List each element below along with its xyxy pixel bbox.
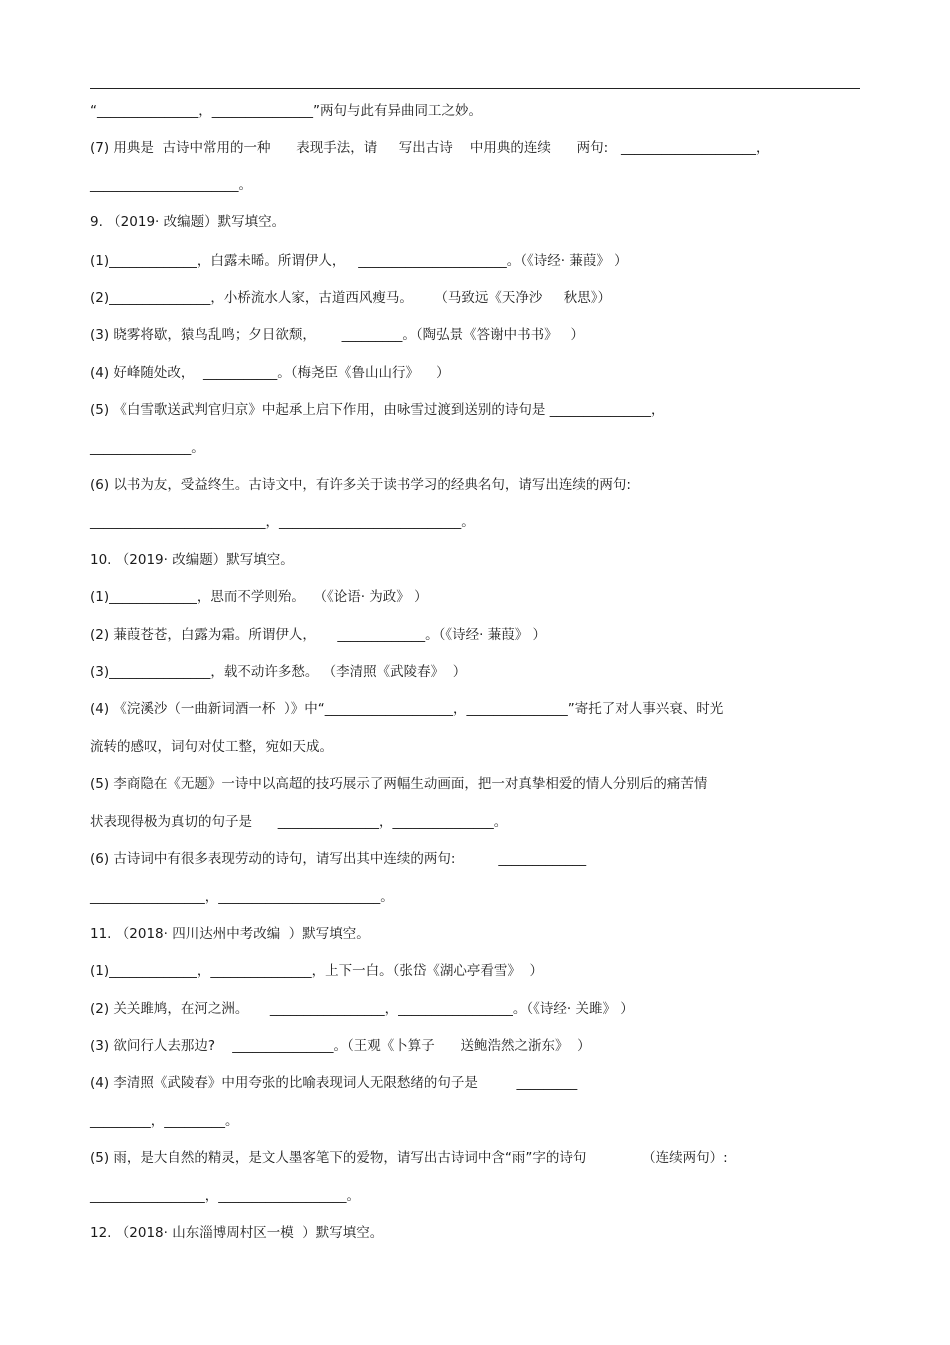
text-line: (4) 好峰随处改， ___________。（梅尧臣《鲁山山行》 ） [90,365,450,381]
text-line: (5) 李商隐在《无题》一诗中以高超的技巧展示了两幅生动画面，把一对真挚相爱的情人分别后的痛苦情 [90,776,708,792]
text-line: (3) 晓雾将歇，猿鸟乱鸣；夕日欲颓， _________。（陶弘景《答谢中书书》 ） [90,327,585,343]
text-line: _________________，___________________。 [90,1188,360,1204]
top-rule [90,88,860,89]
text-line: ______________________。 [90,177,252,193]
text-line: (3)_______________，载不动许多愁。 （李清照《武陵春》 ） [90,664,467,680]
text-line: (4) 李清照《武陵春》中用夸张的比喻表现词人无限愁绪的句子是 _________ [90,1075,578,1091]
question-heading: 12. （2018· 山东淄博周村区一模 ）默写填空。 [90,1225,384,1241]
text-line: (1)_____________，_______________，上下一白。（张岱《湖心亭看雪》 ） [90,963,543,979]
text-line: (5) 雨，是大自然的精灵，是文人墨客笔下的爱物，请写出古诗词中含“雨”字的诗句 （连续两句）: [90,1150,728,1166]
text-line: 状表现得极为真切的句子是 _______________，_______________。 [90,814,508,830]
text-line: (4) 《浣溪沙（一曲新词酒一杯 ）》中“___________________，_______________”寄托了对人事兴衰、时光 [90,701,724,717]
text-line: (3) 欲问行人去那边? _______________。（王观《卜算子 送鲍浩然之浙东》 ） [90,1038,591,1054]
text-line: “_______________，_______________”两句与此有异曲同工之妙。 [90,103,482,119]
text-line: _______________。 [90,440,205,456]
text-line: _________________，________________________。 [90,889,394,905]
text-line: (2)_______________，小桥流水人家，古道西风瘦马。 （马致远《天净沙 秋思》） [90,290,612,306]
text-line: _________，_________。 [90,1113,239,1129]
text-line: (2) 蒹葭苍苍，白露为霜。所谓伊人， _____________。（《诗经· 蒹葭》 ） [90,627,546,643]
question-heading: 10. （2019· 改编题）默写填空。 [90,552,294,568]
text-line: (6) 以书为友，受益终生。古诗文中，有许多关于读书学习的经典名句，请写出连续的两句: [90,477,631,493]
question-heading: 11. （2018· 四川达州中考改编 ）默写填空。 [90,926,370,942]
text-line: (5) 《白雪歌送武判官归京》中起承上启下作用，由咏雪过渡到送别的诗句是 _______________， [90,402,665,418]
text-line: (7) 用典是 古诗中常用的一种 表现手法，请 写出古诗 中用典的连续 两句: ____________________， [90,140,770,156]
text-line: (1)_____________，思而不学则殆。 （《论语· 为政》 ） [90,589,428,605]
text-line: __________________________，___________________________。 [90,514,475,530]
text-line: 流转的感叹，词句对仗工整，宛如天成。 [90,739,333,755]
question-heading: 9. （2019· 改编题）默写填空。 [90,214,286,230]
text-line: (1)_____________，白露未晞。所谓伊人， ______________________。（《诗经· 蒹葭》 ） [90,253,628,269]
text-line: (6) 古诗词中有很多表现劳动的诗句，请写出其中连续的两句: _____________ [90,851,587,867]
text-line: (2) 关关雎鸠，在河之洲。 _________________，_________________。（《诗经· 关雎》 ） [90,1001,634,1017]
